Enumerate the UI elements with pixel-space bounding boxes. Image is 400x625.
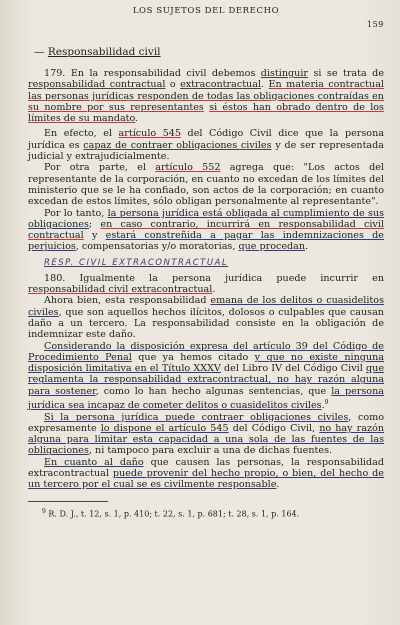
running-head	[28, 6, 384, 29]
paragraph-ahora-bien: Ahora bien, esta responsabilidad emana de los delitos o cuasidelitos civiles, que son aquellos hechos ilícitos, dolosos o culpables que causan daño a un tercero. La responsabilidad consiste en la obligación de indemnizar este daño.	[28, 295, 384, 341]
paragraph-considerando: Considerando la disposición expresa del artículo 39 del Código de Procedimiento Penal que ya hemos citado y que no existe ninguna disposición limitativa en el Título XXXV del Libro IV del Código Civil que reglamenta la responsabilidad extracontractual, no hay razón alguna para sostener, como lo han hecho algunas sentencias, que la persona jurídica sea incapaz de cometer delitos o cuasidelitos civiles.$^9$	[28, 340, 384, 412]
paragraph-en-cuanto: En cuanto al daño que causen las personas, la responsabilidad extracontractual puede provenir del hecho propio, o bien, del hecho de un tercero por el cual se es civilmente responsable.	[28, 456, 384, 491]
running-head-title: LOS SUJETOS DEL DERECHO	[132, 6, 280, 16]
page-number: 159	[366, 20, 384, 29]
footnote-divider	[28, 501, 108, 502]
paragraph-article-552: Por otra parte, el artículo 552 agrega que: "Los actos del representante de la corporación, en cuanto no excedan de los límites del ministerio que se le ha confiado, son actos de la corporación; en cuanto excedan de estos límites, sólo obligan personalmente al representante".	[28, 162, 385, 208]
section-title: Responsabilidad civil	[47, 46, 161, 58]
paragraph-article-545: En efecto, el artículo 545 del Código Civil dice que la persona jurídica es capaz de contraer obligaciones civiles y de ser representada judicial y extrajudicialmente.	[28, 128, 385, 163]
paragraph-180: 180. Igualmente la persona jurídica puede incurrir en responsabilidad civil extracontractual.	[28, 272, 384, 296]
footnote: $^9$ R. D. J., t. 12, s. 1, p. 410; t. 22, s. 1, p. 681; t. 28, s. 1, p. 164.	[42, 507, 300, 519]
footnote-reference: 9	[324, 399, 329, 407]
section-heading: — Responsabilidad civil	[34, 46, 161, 58]
paragraph-179: 179. En la responsabilidad civil debemos distinguir si se trata de responsabilidad contractual o extracontractual. En materia contractual las personas jurídicas responden de todas las obligaciones contraídas en su nombre por sus representantes si éstos han obrado dentro de los límites de su mandato.	[28, 68, 384, 125]
paragraph-por-lo-tanto: Por lo tanto, la persona jurídica está obligada al cumplimiento de sus obligaciones; en caso contrario, incurrirá en responsabilidad civil contractual y estará constreñida a pagar las indemnizaciones de perjuicios, compensatorias y/o moratorias, que procedan.	[28, 207, 384, 253]
paragraph-si-la-persona: Si la persona jurídica puede contraer obligaciones civiles, como expresamente lo dispone el artículo 545 del Código Civil, no hay razón alguna para limitar esta capacidad a una sola de las fuentes de las obligaciones, ni tampoco para excluir a una de dichas fuentes.	[28, 411, 385, 457]
handwritten-note: RESP. CIVIL EXTRACONTRACTUAL	[44, 257, 229, 268]
